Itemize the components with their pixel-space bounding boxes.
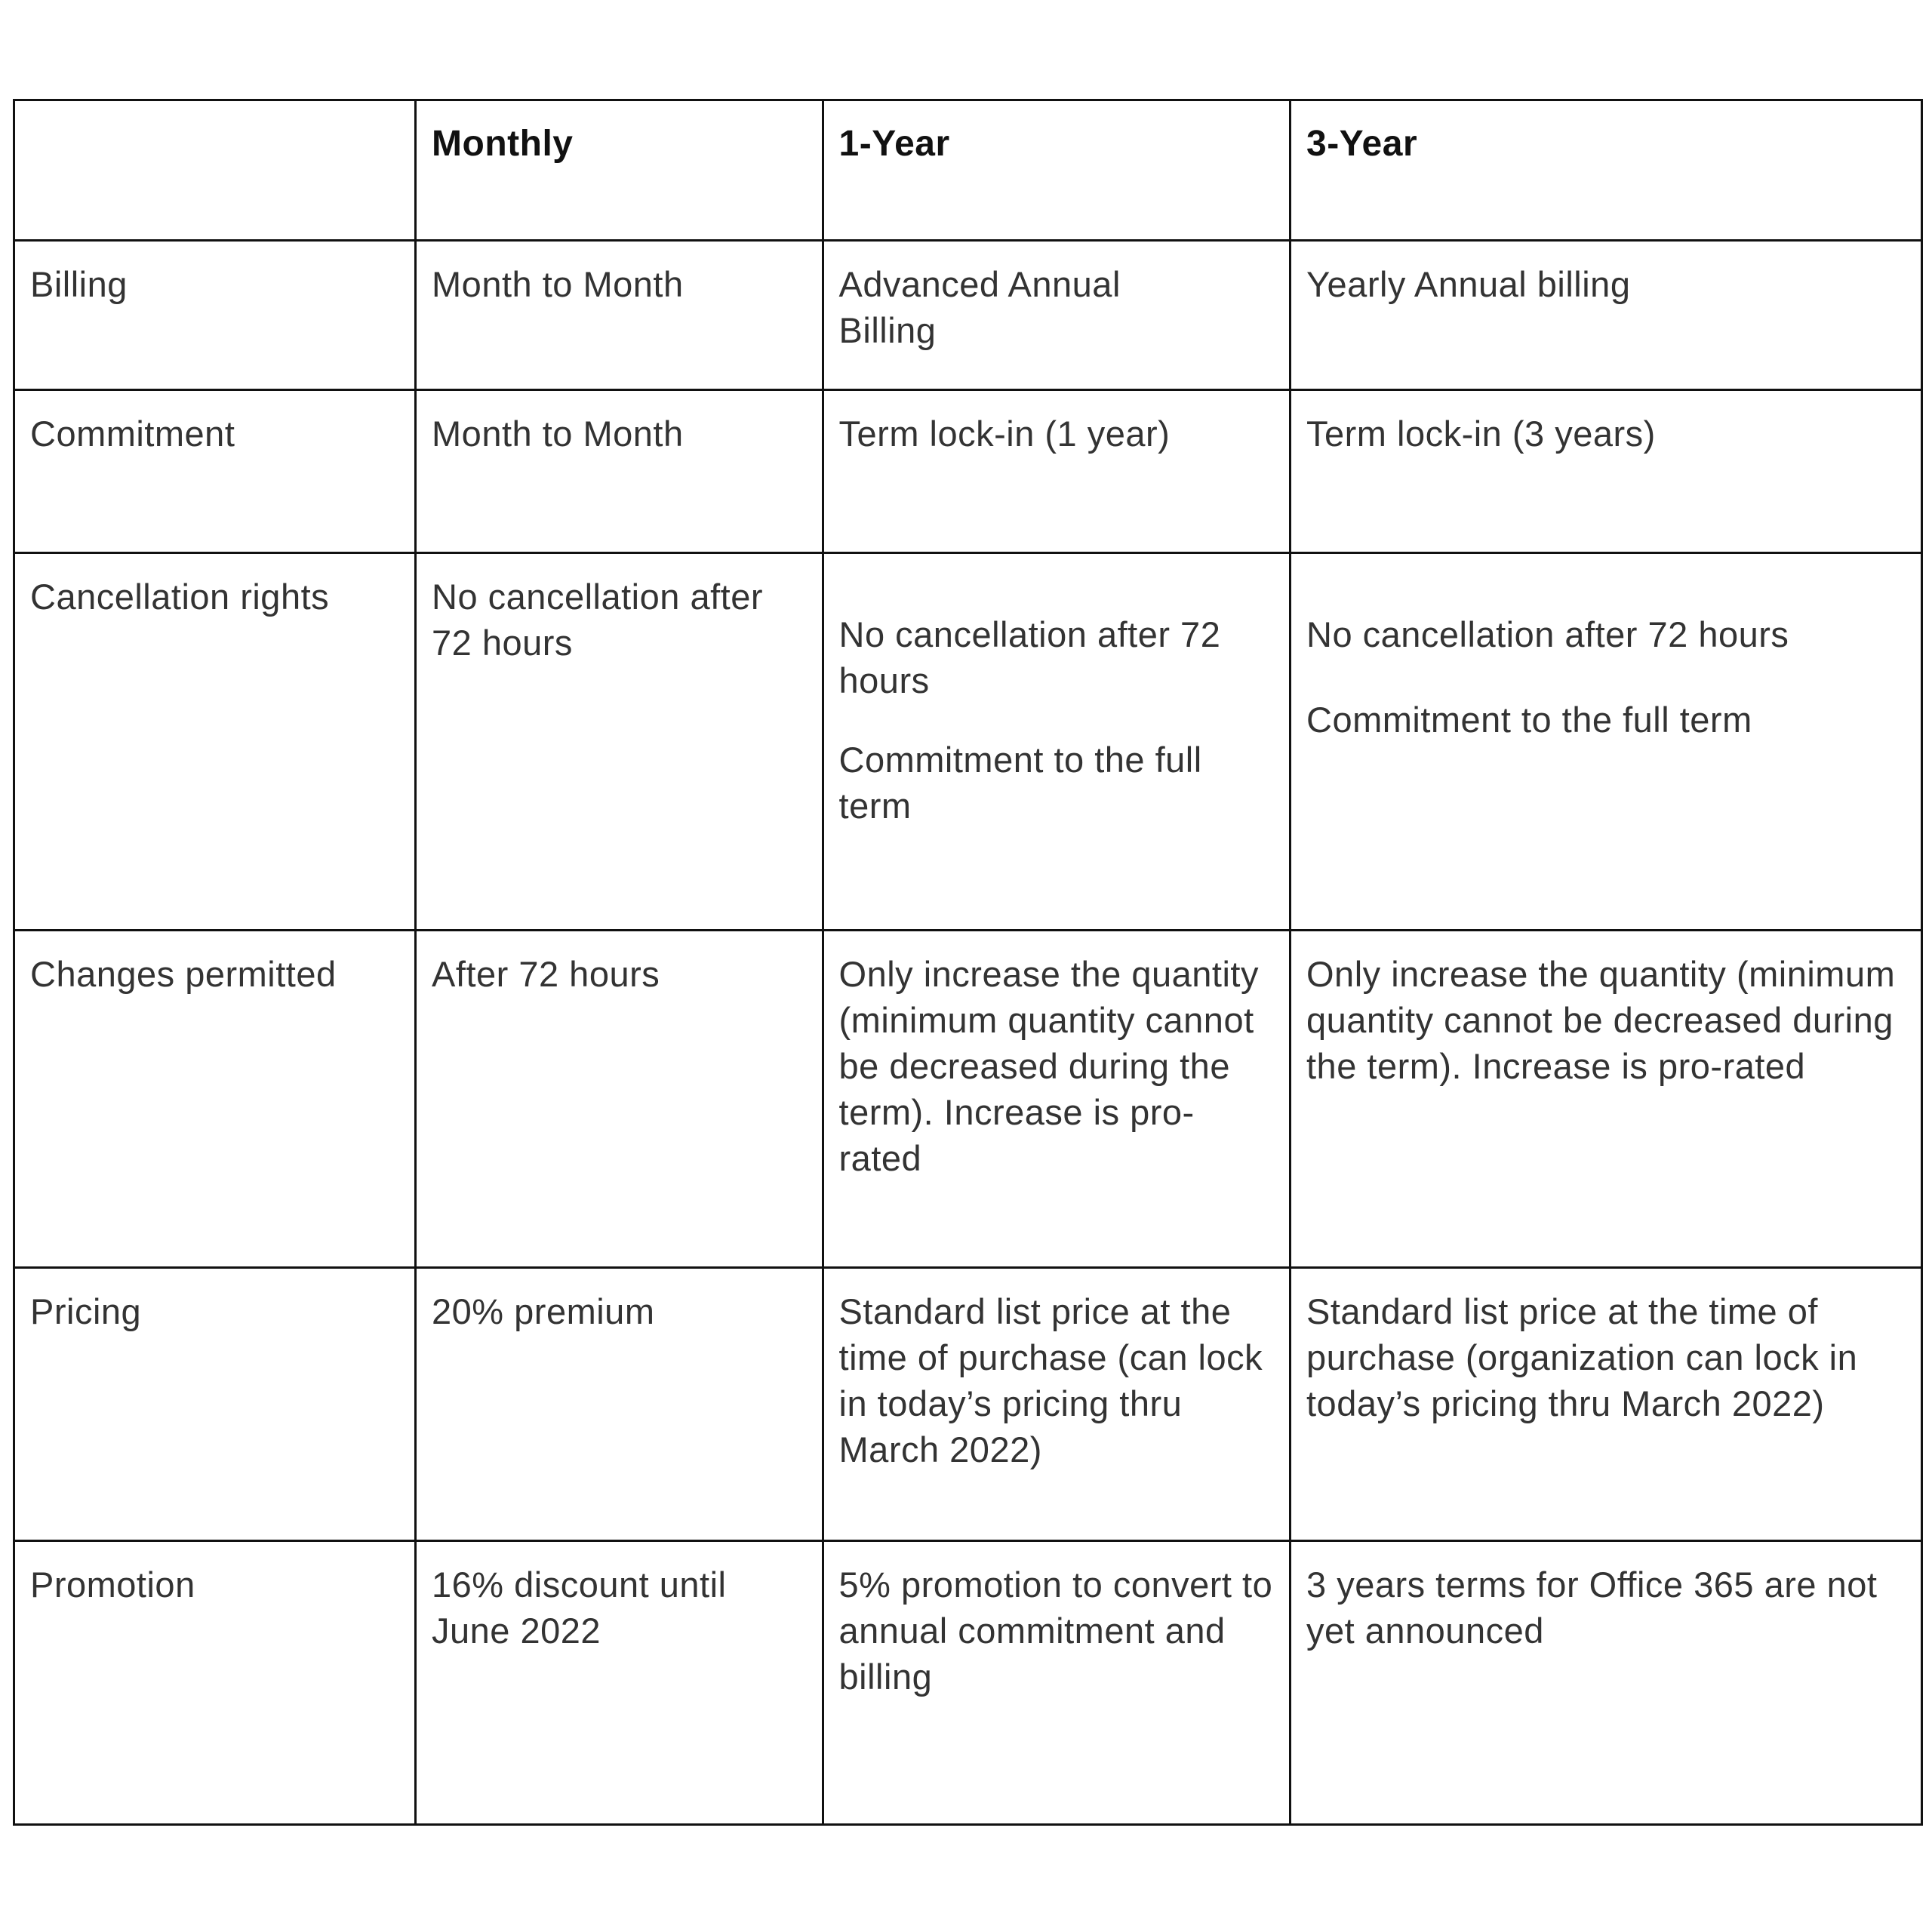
cell-1-year xyxy=(823,241,1290,390)
table-row-promotion xyxy=(14,1541,1922,1825)
cell-text: No cancellation after 72 hours xyxy=(432,577,763,663)
header-cell-1-year: 1-Year xyxy=(823,100,1290,241)
cell-1-year xyxy=(823,390,1290,553)
cell-1-year xyxy=(823,1541,1290,1825)
cell-1-year xyxy=(823,553,1290,931)
row-label: Changes permitted xyxy=(14,931,416,1268)
cell-monthly xyxy=(416,1268,823,1541)
cell-3-year xyxy=(1291,1541,1922,1825)
cell-text: 5% promotion to convert to annual commitment and billing xyxy=(838,1565,1273,1697)
table-row-cancellation-rights xyxy=(14,553,1922,931)
table-row-pricing xyxy=(14,1268,1922,1541)
row-label: Promotion xyxy=(14,1541,416,1825)
cell-text: Term lock-in (3 years) xyxy=(1306,414,1656,454)
cell-text: After 72 hours xyxy=(432,954,660,994)
cell-monthly xyxy=(416,1541,823,1825)
row-label: Billing xyxy=(14,241,416,390)
cell-text: 3 years terms for Office 365 are not yet announced xyxy=(1306,1565,1878,1651)
cell-text: Commitment to the full term xyxy=(838,740,1202,826)
table-row-commitment xyxy=(14,390,1922,553)
cell-3-year xyxy=(1291,1268,1922,1541)
table-row-billing xyxy=(14,241,1922,390)
cell-text: Advanced Annual Billing xyxy=(838,264,1121,350)
cell-3-year xyxy=(1291,553,1922,931)
header-cell-3-year: 3-Year xyxy=(1291,100,1922,241)
cell-text: 16% discount until June 2022 xyxy=(432,1565,727,1651)
cell-3-year xyxy=(1291,241,1922,390)
cell-text: 20% premium xyxy=(432,1291,655,1331)
header-cell-empty xyxy=(14,100,416,241)
cell-1-year xyxy=(823,931,1290,1268)
cell-text: Only increase the quantity (minimum quantity cannot be decreased during the term). Increase is pro-rated xyxy=(838,954,1259,1178)
row-label: Pricing xyxy=(14,1268,416,1541)
row-label: Commitment xyxy=(14,390,416,553)
cell-monthly xyxy=(416,931,823,1268)
cell-monthly xyxy=(416,241,823,390)
cell-text: Month to Month xyxy=(432,264,684,304)
cell-text: Standard list price at the time of purchase (organization can lock in today’s pricing thru March 2022) xyxy=(1306,1291,1858,1423)
plan-comparison-table xyxy=(13,99,1923,1826)
cell-text: Yearly Annual billing xyxy=(1306,264,1631,304)
cell-text: Month to Month xyxy=(432,414,684,454)
header-cell-monthly: Monthly xyxy=(416,100,823,241)
cell-text: Term lock-in (1 year) xyxy=(838,414,1171,454)
header-row xyxy=(14,100,1922,241)
table-row-changes-permitted xyxy=(14,931,1922,1268)
cell-monthly xyxy=(416,390,823,553)
cell-text: Only increase the quantity (minimum quantity cannot be decreased during the term). Increase is pro-rated xyxy=(1306,954,1896,1086)
cell-1-year xyxy=(823,1268,1290,1541)
cell-text: Commitment to the full term xyxy=(1306,700,1752,740)
cell-3-year xyxy=(1291,931,1922,1268)
cell-text: No cancellation after 72 hours xyxy=(1306,614,1789,654)
row-label: Cancellation rights xyxy=(14,553,416,931)
cell-text: No cancellation after 72 hours xyxy=(838,614,1221,700)
cell-3-year xyxy=(1291,390,1922,553)
cell-monthly xyxy=(416,553,823,931)
cell-text: Standard list price at the time of purchase (can lock in today’s pricing thru March 2022) xyxy=(838,1291,1263,1469)
